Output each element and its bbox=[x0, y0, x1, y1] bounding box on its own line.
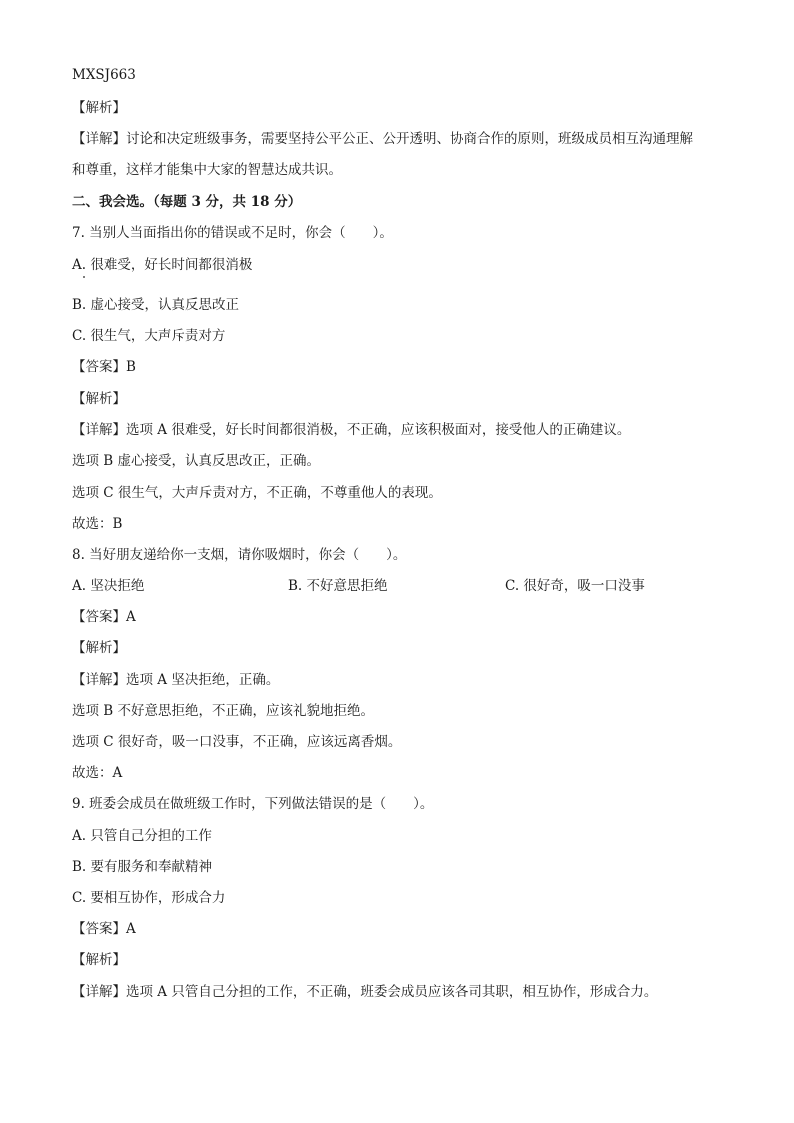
q6-detail-line-2: 和尊重，这样才能集中大家的智慧达成共识。 bbox=[72, 162, 342, 178]
q7-analysis-label: 【解析】 bbox=[72, 391, 126, 407]
q9-option-b: B. 要有服务和奉献精神 bbox=[72, 859, 213, 875]
stray-mark bbox=[83, 276, 85, 278]
q8-option-c: C. 很好奇，吸一口没事 bbox=[505, 578, 645, 594]
q7-option-c: C. 很生气，大声斥责对方 bbox=[72, 328, 226, 344]
q8-option-b: B. 不好意思拒绝 bbox=[288, 578, 388, 594]
q9-option-c: C. 要相互协作，形成合力 bbox=[72, 890, 226, 906]
q9-analysis-label: 【解析】 bbox=[72, 952, 126, 968]
q7-option-a: A. 很难受，好长时间都很消极 bbox=[72, 257, 253, 273]
q7-conclusion: 故选：B bbox=[72, 516, 123, 532]
q8-conclusion: 故选：A bbox=[72, 765, 123, 781]
header-code: MXSJ663 bbox=[72, 67, 136, 83]
q7-answer: 【答案】B bbox=[72, 359, 136, 375]
q8-detail-line-1: 【详解】选项 A 坚决拒绝，正确。 bbox=[72, 672, 280, 688]
q6-detail-line-1: 【详解】讨论和决定班级事务，需要坚持公平公正、公开透明、协商合作的原则，班级成员相互沟通理解 bbox=[72, 131, 693, 147]
q6-analysis-label: 【解析】 bbox=[72, 100, 126, 116]
q8-option-a: A. 坚决拒绝 bbox=[72, 578, 145, 594]
q7-detail-line-3: 选项 C 很生气，大声斥责对方，不正确，不尊重他人的表现。 bbox=[72, 485, 442, 501]
section-title: 二、我会选。（每题 3 分，共 18 分） bbox=[72, 194, 302, 210]
q7-detail-line-2: 选项 B 虚心接受，认真反思改正，正确。 bbox=[72, 453, 321, 469]
q7-option-b: B. 虚心接受，认真反思改正 bbox=[72, 297, 240, 313]
q9-option-a: A. 只管自己分担的工作 bbox=[72, 828, 212, 844]
q8-stem: 8. 当好朋友递给你一支烟，请你吸烟时，你会（ ）。 bbox=[72, 547, 407, 563]
q9-answer: 【答案】A bbox=[72, 921, 136, 937]
q8-analysis-label: 【解析】 bbox=[72, 640, 126, 656]
q8-answer: 【答案】A bbox=[72, 609, 136, 625]
q7-detail-line-1: 【详解】选项 A 很难受，好长时间都很消极，不正确，应该积极面对，接受他人的正确建议。 bbox=[72, 422, 631, 438]
q8-detail-line-2: 选项 B 不好意思拒绝，不正确，应该礼貌地拒绝。 bbox=[72, 703, 375, 719]
q9-stem: 9. 班委会成员在做班级工作时，下列做法错误的是（ ）。 bbox=[72, 796, 434, 812]
q8-detail-line-3: 选项 C 很好奇，吸一口没事，不正确，应该远离香烟。 bbox=[72, 734, 402, 750]
q9-detail-line-1: 【详解】选项 A 只管自己分担的工作，不正确，班委会成员应该各司其职，相互协作，形成合力。 bbox=[72, 984, 658, 1000]
q7-stem: 7. 当别人当面指出你的错误或不足时，你会（ ）。 bbox=[72, 225, 393, 241]
